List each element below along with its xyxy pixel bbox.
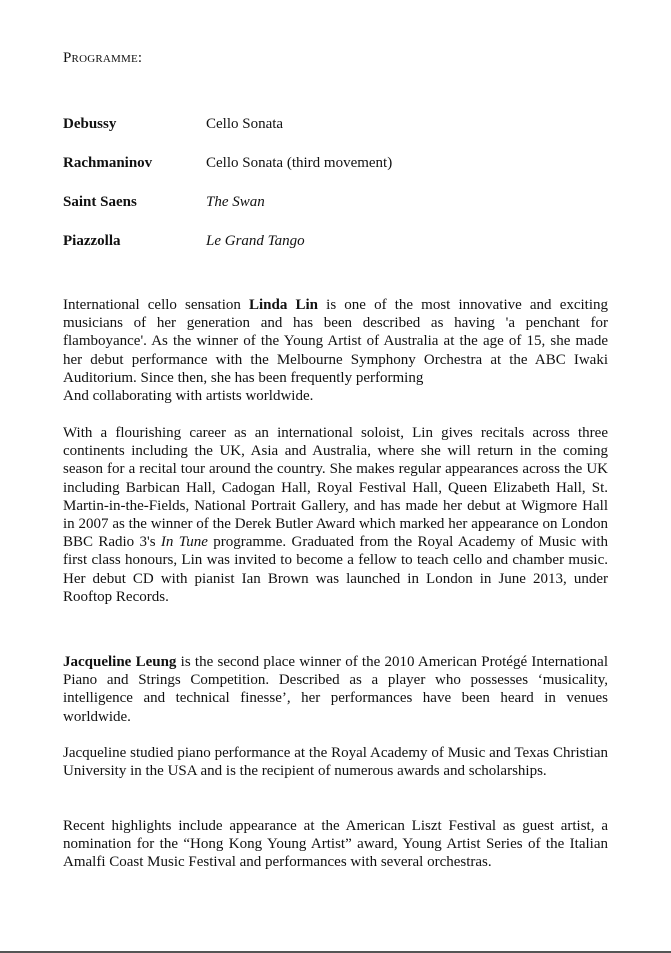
programme-item-piazzolla — [63, 232, 608, 271]
bio-text — [63, 296, 608, 405]
bio-text-run: programme. Graduated from the Royal Academy of Music with first class honours, Lin was invited to become a fellow to teach cello and chamber music. Her debut CD with pianist Ian Brown was launched in London in June 2013, under Rooftop Records. — [63, 534, 609, 605]
composer-name: Rachmaninov — [63, 155, 153, 171]
composer-name: Piazzolla — [63, 233, 121, 249]
work-title: Cello Sonata (third movement) — [206, 155, 393, 171]
performer-name: Jacqueline Leung — [63, 654, 177, 670]
work-title: The Swan — [206, 194, 265, 210]
work-title: Le Grand Tango — [206, 233, 305, 249]
bio-text-run: With a flourishing career as an international soloist, Lin gives recitals across three continents including the UK, Asia and Australia, where she will return in the coming season for a recital tour around the country. She makes regular appearances across the UK including Barbican Hall, Cadogan Hall, Royal Festival Hall, Queen Elizabeth Hall, St. Martin-in-the-Fields, National Portrait Gallery, and has made her debut at Wigmore Hall in 2007 as the winner of the Derek Butler Award which marked her appearance on London BBC Radio 3's — [63, 425, 608, 551]
bio-text — [63, 424, 608, 606]
programme-item-saint-saens — [63, 193, 608, 232]
bio-text-run: International cello sensation — [63, 297, 249, 313]
programme-title: In Tune — [160, 534, 208, 551]
performer-name: Linda Lin — [249, 297, 319, 313]
bio-text-run: And collaborating with artists worldwide. — [63, 388, 314, 405]
programme-item-rachmaninov — [63, 154, 608, 193]
work-title: Cello Sonata — [206, 116, 284, 132]
bio-linda-lin-paragraph-2 — [63, 424, 608, 606]
bio-text: Recent highlights include appearance at the American Liszt Festival as guest artist, a nomination for the “Hong Kong Young Artist” award, Young Artist Series of the Italian Amalfi Coast Music Festival and performances with several orchestras. — [63, 818, 608, 871]
bio-text: Jacqueline studied piano performance at the Royal Academy of Music and Texas Christian University in the USA and is the recipient of numerous awards and scholarships. — [63, 745, 608, 780]
bio-jacqueline-leung-paragraph-1 — [63, 653, 608, 726]
bio-linda-lin-paragraph-1 — [63, 296, 608, 405]
programme-list — [63, 115, 608, 271]
bio-text-run: is one of the most innovative and exciting musicians of her generation and has been described as having 'a penchant for flamboyance'. As the winner of the Young Artist of Australia at the age of 15, she made her debut performance with the Melbourne Symphony Orchestra at the ABC Iwaki Auditorium. Since then, she has been frequently performing — [63, 297, 609, 386]
bio-text-run: is the second place winner of the 2010 American Protégé International Piano and Strings Competition. Described as a player who possesses ‘musicality, intelligence and technical finesse’, her performances have been heard in venues worldwide. — [63, 654, 609, 725]
bio-jacqueline-leung-paragraph-2 — [63, 744, 608, 780]
composer-name: Debussy — [63, 116, 117, 132]
programme-heading: Programme: — [63, 50, 143, 66]
bio-jacqueline-leung-paragraph-3 — [63, 817, 608, 872]
programme-item-debussy — [63, 115, 608, 154]
composer-name: Saint Saens — [63, 194, 137, 210]
bio-text — [63, 653, 608, 726]
